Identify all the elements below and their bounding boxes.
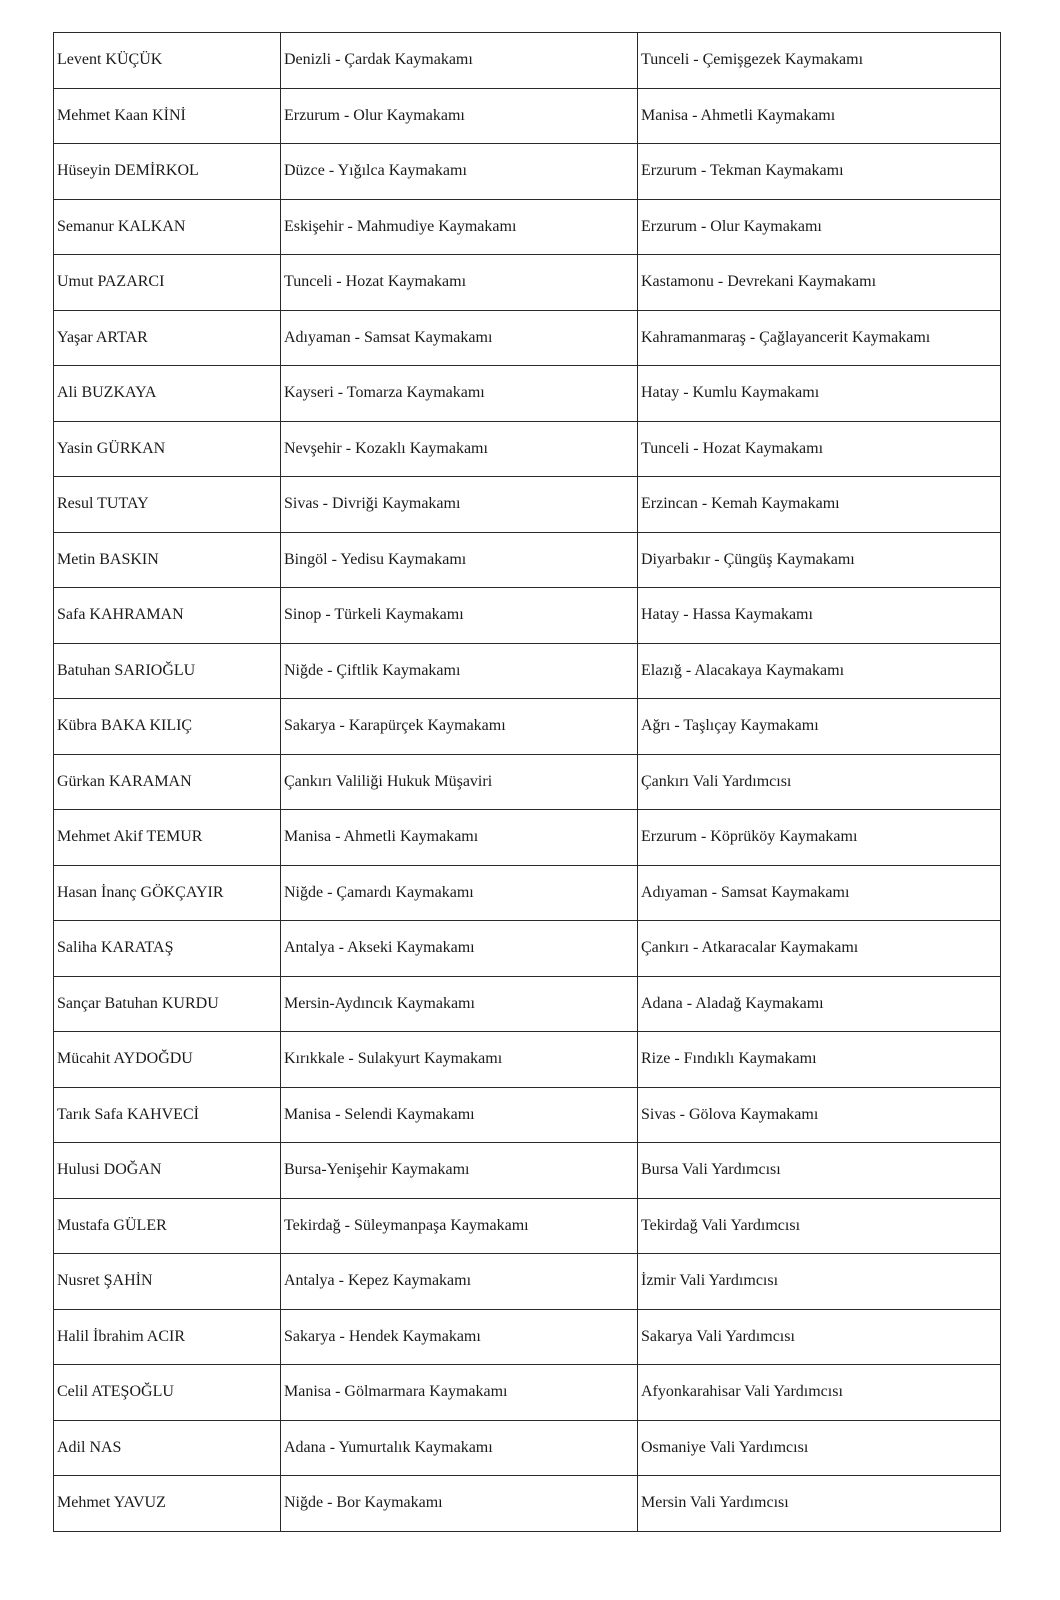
table-row — [54, 199, 1001, 255]
official-name-cell: Resul TUTAY — [54, 477, 281, 533]
table-row — [54, 699, 1001, 755]
new-post-cell: Osmaniye Vali Yardımcısı — [638, 1420, 1001, 1476]
previous-post-cell: Kayseri - Tomarza Kaymakamı — [281, 366, 638, 422]
new-post-cell: Hatay - Hassa Kaymakamı — [638, 588, 1001, 644]
previous-post-cell: Niğde - Bor Kaymakamı — [281, 1476, 638, 1532]
table-row — [54, 1309, 1001, 1365]
previous-post-cell: Sakarya - Karapürçek Kaymakamı — [281, 699, 638, 755]
official-name-cell: Saliha KARATAŞ — [54, 921, 281, 977]
table-row — [54, 477, 1001, 533]
previous-post-cell: Niğde - Çiftlik Kaymakamı — [281, 643, 638, 699]
previous-post-cell: Antalya - Kepez Kaymakamı — [281, 1254, 638, 1310]
new-post-cell: Erzurum - Tekman Kaymakamı — [638, 144, 1001, 200]
previous-post-cell: Bursa-Yenişehir Kaymakamı — [281, 1143, 638, 1199]
new-post-cell: Hatay - Kumlu Kaymakamı — [638, 366, 1001, 422]
table-row — [54, 921, 1001, 977]
official-name-cell: Gürkan KARAMAN — [54, 754, 281, 810]
table-row — [54, 810, 1001, 866]
new-post-cell: Adıyaman - Samsat Kaymakamı — [638, 865, 1001, 921]
previous-post-cell: Tunceli - Hozat Kaymakamı — [281, 255, 638, 311]
previous-post-cell: Sivas - Divriği Kaymakamı — [281, 477, 638, 533]
new-post-cell: Afyonkarahisar Vali Yardımcısı — [638, 1365, 1001, 1421]
official-name-cell: Adil NAS — [54, 1420, 281, 1476]
previous-post-cell: Mersin-Aydıncık Kaymakamı — [281, 976, 638, 1032]
previous-post-cell: Manisa - Selendi Kaymakamı — [281, 1087, 638, 1143]
official-name-cell: Semanur KALKAN — [54, 199, 281, 255]
new-post-cell: Diyarbakır - Çüngüş Kaymakamı — [638, 532, 1001, 588]
new-post-cell: Çankırı Vali Yardımcısı — [638, 754, 1001, 810]
new-post-cell: Çankırı - Atkaracalar Kaymakamı — [638, 921, 1001, 977]
previous-post-cell: Denizli - Çardak Kaymakamı — [281, 33, 638, 89]
table-row — [54, 33, 1001, 89]
previous-post-cell: Manisa - Ahmetli Kaymakamı — [281, 810, 638, 866]
new-post-cell: Tekirdağ Vali Yardımcısı — [638, 1198, 1001, 1254]
previous-post-cell: Manisa - Gölmarmara Kaymakamı — [281, 1365, 638, 1421]
table-row — [54, 865, 1001, 921]
new-post-cell: Sivas - Gölova Kaymakamı — [638, 1087, 1001, 1143]
previous-post-cell: Erzurum - Olur Kaymakamı — [281, 88, 638, 144]
official-name-cell: Sançar Batuhan KURDU — [54, 976, 281, 1032]
official-name-cell: Tarık Safa KAHVECİ — [54, 1087, 281, 1143]
previous-post-cell: Tekirdağ - Süleymanpaşa Kaymakamı — [281, 1198, 638, 1254]
previous-post-cell: Sinop - Türkeli Kaymakamı — [281, 588, 638, 644]
official-name-cell: Metin BASKIN — [54, 532, 281, 588]
table-row — [54, 976, 1001, 1032]
official-name-cell: Yasin GÜRKAN — [54, 421, 281, 477]
table-row — [54, 1032, 1001, 1088]
new-post-cell: Tunceli - Çemişgezek Kaymakamı — [638, 33, 1001, 89]
new-post-cell: Adana - Aladağ Kaymakamı — [638, 976, 1001, 1032]
official-name-cell: Safa KAHRAMAN — [54, 588, 281, 644]
table-row — [54, 366, 1001, 422]
official-name-cell: Mustafa GÜLER — [54, 1198, 281, 1254]
table-row — [54, 1365, 1001, 1421]
official-name-cell: Ali BUZKAYA — [54, 366, 281, 422]
new-post-cell: Erzurum - Olur Kaymakamı — [638, 199, 1001, 255]
official-name-cell: Hasan İnanç GÖKÇAYIR — [54, 865, 281, 921]
table-row — [54, 532, 1001, 588]
previous-post-cell: Adana - Yumurtalık Kaymakamı — [281, 1420, 638, 1476]
official-name-cell: Celil ATEŞOĞLU — [54, 1365, 281, 1421]
official-name-cell: Batuhan SARIOĞLU — [54, 643, 281, 699]
new-post-cell: İzmir Vali Yardımcısı — [638, 1254, 1001, 1310]
table-row — [54, 754, 1001, 810]
table-row — [54, 1476, 1001, 1532]
table-row — [54, 310, 1001, 366]
official-name-cell: Levent KÜÇÜK — [54, 33, 281, 89]
table-row — [54, 1087, 1001, 1143]
new-post-cell: Bursa Vali Yardımcısı — [638, 1143, 1001, 1199]
appointment-table — [53, 32, 1001, 1532]
table-row — [54, 421, 1001, 477]
new-post-cell: Mersin Vali Yardımcısı — [638, 1476, 1001, 1532]
new-post-cell: Erzincan - Kemah Kaymakamı — [638, 477, 1001, 533]
new-post-cell: Kastamonu - Devrekani Kaymakamı — [638, 255, 1001, 311]
official-name-cell: Hulusi DOĞAN — [54, 1143, 281, 1199]
new-post-cell: Manisa - Ahmetli Kaymakamı — [638, 88, 1001, 144]
previous-post-cell: Niğde - Çamardı Kaymakamı — [281, 865, 638, 921]
new-post-cell: Erzurum - Köprüköy Kaymakamı — [638, 810, 1001, 866]
official-name-cell: Umut PAZARCI — [54, 255, 281, 311]
official-name-cell: Kübra BAKA KILIÇ — [54, 699, 281, 755]
table-row — [54, 643, 1001, 699]
previous-post-cell: Kırıkkale - Sulakyurt Kaymakamı — [281, 1032, 638, 1088]
official-name-cell: Hüseyin DEMİRKOL — [54, 144, 281, 200]
official-name-cell: Yaşar ARTAR — [54, 310, 281, 366]
official-name-cell: Nusret ŞAHİN — [54, 1254, 281, 1310]
table-row — [54, 255, 1001, 311]
previous-post-cell: Adıyaman - Samsat Kaymakamı — [281, 310, 638, 366]
official-name-cell: Mehmet YAVUZ — [54, 1476, 281, 1532]
previous-post-cell: Nevşehir - Kozaklı Kaymakamı — [281, 421, 638, 477]
previous-post-cell: Antalya - Akseki Kaymakamı — [281, 921, 638, 977]
table-row — [54, 144, 1001, 200]
table-row — [54, 1143, 1001, 1199]
official-name-cell: Mehmet Kaan KİNİ — [54, 88, 281, 144]
table-body — [54, 33, 1001, 1532]
new-post-cell: Kahramanmaraş - Çağlayancerit Kaymakamı — [638, 310, 1001, 366]
previous-post-cell: Düzce - Yığılca Kaymakamı — [281, 144, 638, 200]
previous-post-cell: Çankırı Valiliği Hukuk Müşaviri — [281, 754, 638, 810]
new-post-cell: Tunceli - Hozat Kaymakamı — [638, 421, 1001, 477]
new-post-cell: Sakarya Vali Yardımcısı — [638, 1309, 1001, 1365]
table-row — [54, 1198, 1001, 1254]
table-row — [54, 1420, 1001, 1476]
table-row — [54, 88, 1001, 144]
new-post-cell: Rize - Fındıklı Kaymakamı — [638, 1032, 1001, 1088]
previous-post-cell: Eskişehir - Mahmudiye Kaymakamı — [281, 199, 638, 255]
new-post-cell: Elazığ - Alacakaya Kaymakamı — [638, 643, 1001, 699]
official-name-cell: Mehmet Akif TEMUR — [54, 810, 281, 866]
official-name-cell: Halil İbrahim ACIR — [54, 1309, 281, 1365]
table-row — [54, 588, 1001, 644]
previous-post-cell: Bingöl - Yedisu Kaymakamı — [281, 532, 638, 588]
official-name-cell: Mücahit AYDOĞDU — [54, 1032, 281, 1088]
table-row — [54, 1254, 1001, 1310]
new-post-cell: Ağrı - Taşlıçay Kaymakamı — [638, 699, 1001, 755]
previous-post-cell: Sakarya - Hendek Kaymakamı — [281, 1309, 638, 1365]
